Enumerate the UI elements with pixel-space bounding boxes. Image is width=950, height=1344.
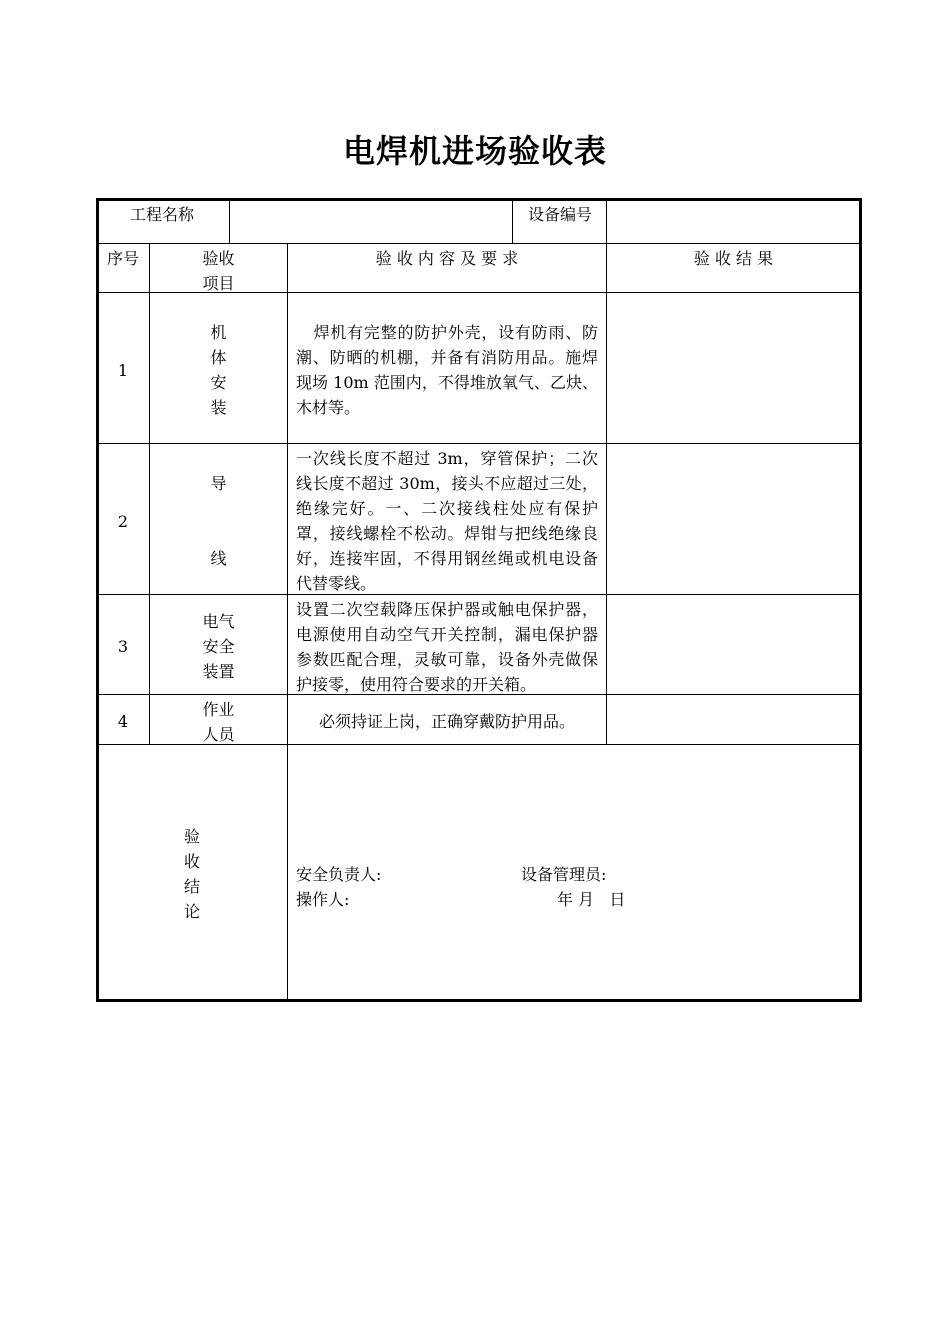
safety-officer-label: 安全负责人: (296, 865, 382, 884)
equipment-no-label: 设备编号 (528, 205, 593, 224)
operator-label: 操作人: (296, 890, 350, 909)
column-header-item: 验收 项目 (202, 249, 235, 293)
row-item: 电气 安全 装置 (202, 612, 235, 681)
row-content: 一次线长度不超过 3m，穿管保护；二次线长度不超过 30m，接头不应超过三处，绝缘完好。一、二次接线柱处应有保护罩，接线螺栓不松动。焊钳与把线绝缘良好，连接牢固，不得用钢丝绳或机电设备代替零线。 (296, 449, 598, 593)
column-header-content: 验 收 内 容 及 要 求 (375, 249, 519, 268)
date-label: 年 月 日 (557, 890, 626, 909)
column-header-result: 验 收 结 果 (693, 249, 774, 268)
column-header-index: 序号 (106, 249, 139, 268)
project-name-label: 工程名称 (130, 205, 195, 224)
table-column-divider (287, 243, 288, 1000)
row-content: 设置二次空载降压保护器或触电保护器，电源使用自动空气开关控制，漏电保护器参数匹配合理，灵敏可靠，设备外壳做保护接零，使用符合要求的开关箱。 (296, 600, 598, 694)
row-item: 机 体 安 装 (210, 323, 227, 417)
row-content: 焊机有完整的防护外壳，设有防雨、防潮、防晒的机棚，并备有消防用品。施焊现场 10m 范围内，不得堆放氧气、乙炔、木材等。 (296, 323, 598, 417)
conclusion-label: 验 收 结 论 (183, 827, 200, 921)
page-title: 电焊机进场验收表 (342, 132, 607, 170)
row-index: 2 (117, 512, 129, 531)
table-column-divider (512, 199, 513, 244)
row-item: 作业 人员 (202, 700, 235, 744)
table-column-divider (229, 199, 230, 244)
row-item: 导 线 (210, 474, 227, 568)
row-index: 1 (117, 361, 129, 380)
row-index: 4 (117, 712, 129, 731)
row-content: 必须持证上岗，正确穿戴防护用品。 (318, 712, 575, 731)
table-column-divider (606, 199, 607, 745)
row-index: 3 (117, 637, 129, 656)
equipment-manager-label: 设备管理员: (521, 865, 607, 884)
table-row-divider (97, 243, 860, 244)
table-row-divider (97, 443, 860, 444)
